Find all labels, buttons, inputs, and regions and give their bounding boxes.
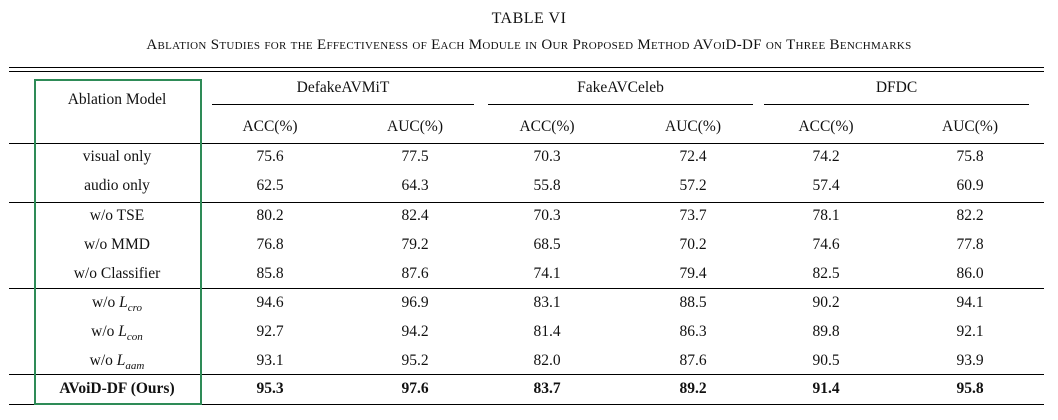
cell: 82.5 [812, 265, 840, 282]
cell: 85.8 [256, 265, 284, 282]
cell: 92.1 [956, 323, 984, 340]
cell: 82.2 [956, 207, 984, 224]
top-rule [9, 67, 1044, 68]
loss-symbol: $L_{con}$ [118, 323, 143, 344]
subheader-acc-3: ACC(%) [798, 118, 854, 135]
subheader-auc-1: AUC(%) [387, 118, 443, 135]
row-label: w/o Classifier [73, 265, 161, 282]
subheader-auc-2: AUC(%) [665, 118, 721, 135]
row-label-prefix: w/o [91, 323, 115, 340]
group-underline-2 [488, 104, 753, 105]
cell: 80.2 [256, 207, 284, 224]
cell: 86.0 [956, 265, 984, 282]
cell: 73.7 [679, 207, 707, 224]
cell: 81.4 [533, 323, 561, 340]
cell: 75.6 [256, 148, 284, 165]
cell: 93.9 [956, 352, 984, 369]
row-label: w/o MMD [84, 236, 150, 253]
cell: 70.3 [533, 148, 561, 165]
group-underline-3 [764, 104, 1029, 105]
cell: 75.8 [956, 148, 984, 165]
cell: 79.4 [679, 265, 707, 282]
cell: 78.1 [812, 207, 840, 224]
cell: 90.5 [812, 352, 840, 369]
row-label-prefix: w/o [91, 294, 116, 311]
cell: 77.8 [956, 236, 984, 253]
highlight-box [34, 79, 202, 405]
cell: 89.8 [812, 323, 840, 340]
cell: 94.6 [256, 294, 284, 311]
row-label: AVoiD-DF (Ours) [59, 380, 175, 397]
cell: 94.1 [956, 294, 984, 311]
cell: 83.7 [533, 380, 561, 397]
cell: 68.5 [533, 236, 561, 253]
cell: 70.3 [533, 207, 561, 224]
cell: 95.2 [401, 352, 429, 369]
cell: 74.2 [812, 148, 840, 165]
subheader-acc-1: ACC(%) [242, 118, 298, 135]
row-label: w/o TSE [89, 207, 145, 224]
top-rule-2 [9, 71, 1044, 72]
cell: 94.2 [401, 323, 429, 340]
table-caption-title: Ablation Studies for the Effectiveness of Each Module in Our Proposed Method AVoiD-DF on Three Benchmarks [146, 37, 912, 53]
cell: 60.9 [956, 177, 984, 194]
cell: 87.6 [401, 265, 429, 282]
subheader-auc-3: AUC(%) [942, 118, 998, 135]
group-underline-1 [212, 104, 474, 105]
group-header-fakeavceleb: FakeAVCeleb [577, 79, 664, 96]
loss-symbol: $L_{aam}$ [116, 352, 145, 373]
cell: 93.1 [256, 352, 284, 369]
loss-symbol: $L_{cro}$ [119, 294, 142, 315]
cell: 83.1 [533, 294, 561, 311]
group-header-defakeavmit: DefakeAVMiT [296, 79, 390, 96]
cell: 88.5 [679, 294, 707, 311]
cell: 86.3 [679, 323, 707, 340]
cell: 79.2 [401, 236, 429, 253]
cell: 82.0 [533, 352, 561, 369]
cell: 57.4 [812, 177, 840, 194]
group-header-dfdc: DFDC [875, 79, 918, 96]
cell: 91.4 [812, 380, 840, 397]
cell: 76.8 [256, 236, 284, 253]
cell: 90.2 [812, 294, 840, 311]
cell: 72.4 [679, 148, 707, 165]
cell: 82.4 [401, 207, 429, 224]
cell: 74.1 [533, 265, 561, 282]
row-label: visual only [82, 148, 152, 165]
cell: 57.2 [679, 177, 707, 194]
header-ablation-model: Ablation Model [67, 91, 167, 108]
cell: 95.8 [956, 380, 984, 397]
cell: 74.6 [812, 236, 840, 253]
row-label-prefix: w/o [89, 352, 113, 369]
row-label: audio only [84, 177, 150, 194]
cell: 77.5 [401, 148, 429, 165]
cell: 55.8 [533, 177, 561, 194]
cell: 89.2 [679, 380, 707, 397]
cell: 87.6 [679, 352, 707, 369]
cell: 97.6 [401, 380, 429, 397]
cell: 95.3 [256, 380, 284, 397]
table-caption-number: TABLE VI [491, 10, 567, 27]
cell: 70.2 [679, 236, 707, 253]
cell: 62.5 [256, 177, 284, 194]
cell: 92.7 [256, 323, 284, 340]
cell: 96.9 [401, 294, 429, 311]
cell: 64.3 [401, 177, 429, 194]
subheader-acc-2: ACC(%) [519, 118, 575, 135]
